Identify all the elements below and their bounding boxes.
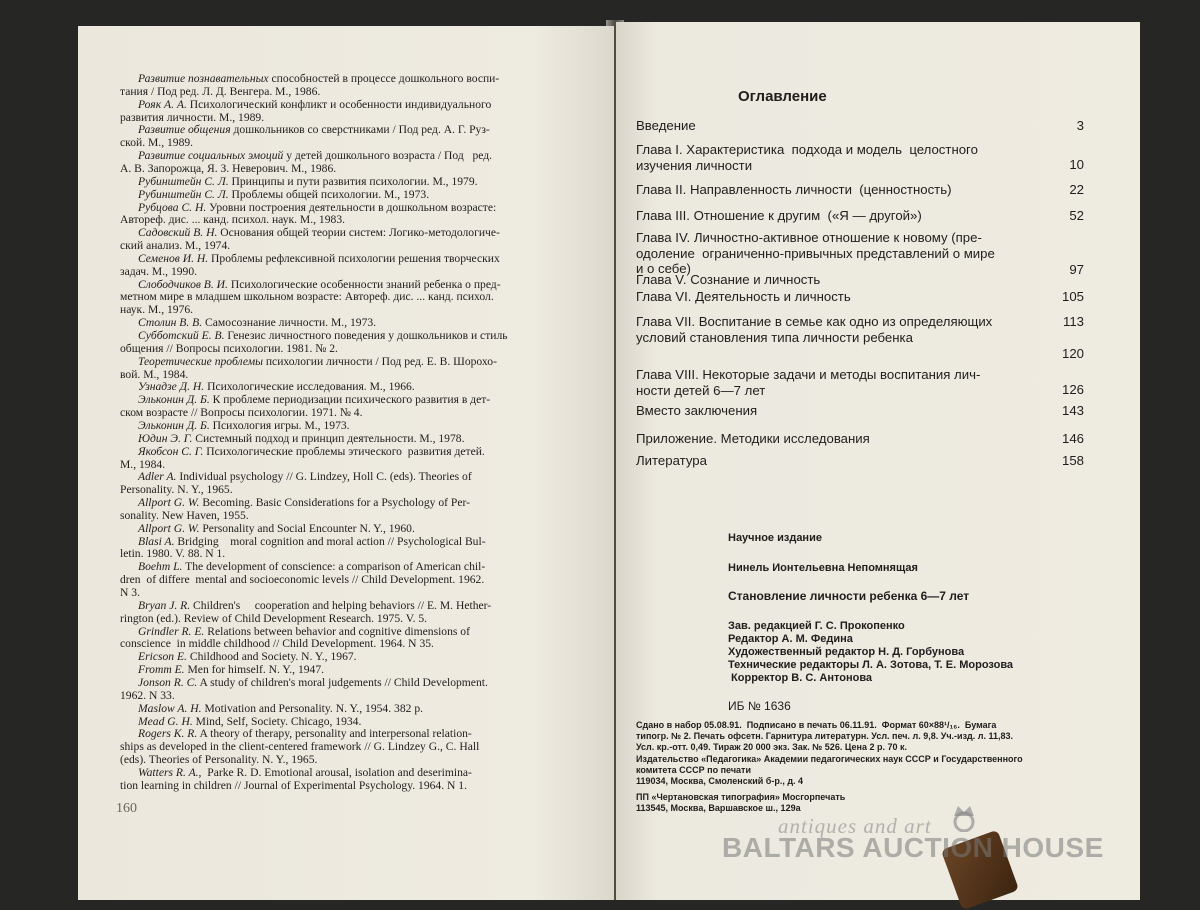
reference-line (120, 265, 197, 278)
reference-line (120, 753, 317, 766)
reference-text: Психологический конфликт и особенности индивидуального (186, 97, 492, 111)
reference-text: Children's cooperation and helping behaviors // E. M. Hether- (190, 598, 492, 612)
toc-entry: Введение (636, 118, 696, 133)
reference-line (120, 136, 193, 149)
print-details: Сдано в набор 05.08.91. Подписано в печать 06.11.91. Формат 60×88¹/₁₆. Бумага типогр. № 2. Печать офсетн. Гарнитура литературн. Усл. печ. л. 9,8. Уч.-изд. л. 11,83. Усл. кр.-отт. 0,49. Тираж 20 000 экз. Зак. № 526. Цена 2 р. 70 к. (636, 720, 1014, 752)
reference-line (120, 483, 233, 496)
reference-text: вой. М., 1984. (120, 367, 189, 381)
reference-text: развития личности. М., 1989. (120, 110, 265, 124)
reference-text: Проблемы рефлексивной психологии решения творческих (208, 251, 500, 265)
toc-entry: Литература (636, 453, 707, 468)
reference-author: Развитие познавательных (138, 72, 269, 85)
reference-line (120, 303, 193, 316)
reference-text: Психологические проблемы этического развития детей. (203, 444, 485, 458)
reference-text: ский анализ. М., 1974. (120, 239, 231, 253)
reference-text: психологии личности / Под ред. Е. В. Шорохо- (262, 354, 497, 368)
reference-line (138, 98, 491, 111)
toc-page-number: 143 (1061, 403, 1084, 418)
reference-line (120, 458, 165, 471)
reference-line (120, 406, 363, 419)
reference-line (138, 496, 470, 509)
reference-line (138, 316, 376, 329)
toc-page-number: 126 (1061, 382, 1084, 397)
reference-text: The development of conscience: a comparison of American chil- (182, 560, 486, 574)
toc-page-number: 158 (1061, 453, 1084, 468)
reference-text: способностей в процессе дошкольного воспи- (268, 72, 500, 85)
reference-line (120, 111, 264, 124)
reference-text: Генезис личностного поведения у дошкольников и стиль (224, 329, 508, 342)
reference-author: Boehm L. (138, 560, 183, 574)
reference-line (138, 149, 492, 162)
toc-entry: Глава VIII. Некоторые задачи и методы воспитания лич- ности детей 6—7 лет (636, 367, 981, 398)
toc-entry: Вместо заключения (636, 403, 758, 418)
right-page (616, 22, 1140, 900)
toc-entry: Глава II. Направленность личности (ценностность) (636, 182, 952, 197)
reference-text: 1962. N 33. (120, 688, 175, 702)
book-title: Становление личности ребенка 6—7 лет (728, 589, 970, 603)
reference-author: Садовский В. Н. (138, 226, 218, 240)
reference-author: Adler A. (138, 470, 177, 484)
toc-entry: Приложение. Методики исследования (636, 431, 870, 446)
reference-author: Fromm E. (138, 663, 185, 677)
reference-author: Субботский Е. В. (138, 329, 225, 342)
reference-text: метном мире в младшем школьном возрасте: Автореф. дис. ... канд. психол. (120, 290, 494, 304)
reference-text: A study of children's moral judgements // Child Development. (197, 675, 488, 689)
reference-text: Childhood and Society. N. Y., 1967. (186, 650, 357, 664)
reference-line (138, 355, 497, 368)
toc-title: Оглавление (738, 88, 827, 105)
reference-text: Men for himself. N. Y., 1947. (184, 663, 325, 677)
reference-line (120, 637, 434, 650)
editorial-staff: Зав. редакцией Г. С. Прокопенко Редактор А. М. Федина Художественный редактор Н. Д. Горбунова Технические редакторы Л. А. Зотова, Т. Е. Морозова Корректор В. С. Антонова (728, 620, 1014, 684)
reference-text: Системный подход и принцип деятельности. М., 1978. (192, 431, 465, 445)
reference-line (138, 226, 500, 239)
reference-text: Психология игры. М., 1973. (209, 418, 350, 432)
book-author: Нинель Ионтельевна Непомнящая (728, 562, 918, 574)
reference-line (120, 779, 467, 792)
reference-text: тания / Под ред. Л. Д. Венгера. М., 1986. (120, 84, 321, 98)
reference-line (138, 201, 496, 214)
reference-author: Ericson E. (138, 650, 187, 664)
reference-line (120, 342, 338, 355)
reference-author: Узнадзе Д. Н. (138, 380, 205, 394)
reference-text: задач. М., 1990. (120, 264, 198, 278)
reference-text: Психологические особенности знаний ребенка о пред- (227, 277, 501, 291)
toc-entry: Глава VII. Воспитание в семье как одно из определяющих условий становления типа личности ребенка (636, 314, 993, 345)
reference-author: Рубинштейн С. Л. (138, 174, 229, 188)
reference-line (120, 213, 345, 226)
reference-line (138, 599, 491, 612)
reference-line (138, 727, 472, 740)
ib-number: ИБ № 1636 (728, 699, 791, 713)
reference-line (138, 419, 350, 432)
left-page (78, 26, 614, 900)
reference-line (138, 560, 485, 573)
reference-author: Allport G. W. (138, 496, 200, 510)
reference-text: А. В. Запорожца, Я. З. Неверович. М., 1986. (120, 161, 337, 175)
reference-text: ском возрасте // Вопросы психологии. 1971. № 4. (120, 406, 363, 420)
reference-text: Основания общей теории систем: Логико-методологиче- (217, 226, 500, 240)
reference-line (138, 522, 415, 535)
page-number: 160 (116, 801, 137, 816)
reference-text: Bridging moral cognition and moral action // Psychological Bul- (174, 534, 486, 548)
reference-text: tion learning in children // Journal of Experimental Psychology. 1964. N 1. (120, 778, 467, 792)
reference-text: Becoming. Basic Considerations for a Psychology of Per- (199, 496, 470, 510)
toc-page-number: 120 (1061, 346, 1084, 361)
reference-text: Психологические исследования. М., 1966. (204, 380, 415, 394)
printer-info: ПП «Чертановская типография» Мосгорпечать 113545, Москва, Варшавское ш., 129а (636, 792, 846, 813)
toc-entry: Глава IV. Личностно-активное отношение к новому (пре- одоление ограниченно-привычных представлений о мире и о себе) (636, 230, 995, 276)
reference-line (138, 625, 470, 638)
reference-text: N 3. (120, 586, 140, 599)
publisher-info: Издательство «Педагогика» Академии педагогических наук СССР и Государственного комитета СССР по печати 119034, Москва, Смоленский б-р., д. 4 (636, 754, 1023, 786)
reference-text: М., 1984. (120, 457, 166, 471)
reference-line (138, 72, 499, 85)
reference-text: Personality. N. Y., 1965. (120, 483, 233, 497)
reference-author: Blasi A. (138, 534, 175, 548)
toc-page-number: 113 (1062, 314, 1084, 329)
crown-logo-icon (951, 802, 977, 832)
toc-entry: Глава I. Характеристика подхода и модель целостного изучения личности (636, 142, 978, 173)
reference-line (138, 663, 324, 676)
reference-author: Rogers K. R. (138, 727, 198, 741)
reference-line (138, 329, 508, 342)
reference-line (120, 573, 484, 586)
reference-author: Столин В. В. (138, 316, 203, 330)
reference-text: letin. 1980. V. 88. N 1. (120, 547, 226, 561)
reference-text: sonality. New Haven, 1955. (120, 508, 249, 522)
reference-text: наук. М., 1976. (120, 303, 194, 317)
reference-text: дошкольников со сверстниками / Под ред. А. Г. Руз- (230, 123, 490, 137)
reference-text: К проблеме периодизации психического развития в дет- (209, 393, 491, 407)
reference-text: Motivation and Personality. N. Y., 1954. 382 p. (201, 701, 424, 715)
edition-type: Научное издание (728, 532, 822, 544)
reference-line (120, 239, 230, 252)
reference-author: Теоретические проблемы (138, 354, 263, 368)
reference-text: Relations between behavior and cognitive dimensions of (204, 624, 470, 638)
reference-text: Mind, Self, Society. Chicago, 1934. (192, 714, 362, 728)
reference-author: Семенов И. Н. (138, 251, 209, 265)
reference-author: Рояк А. А. (138, 97, 187, 111)
reference-line (120, 290, 494, 303)
reference-line (138, 252, 500, 265)
toc-page-number: 3 (1076, 118, 1084, 133)
reference-line (120, 547, 225, 560)
reference-text: ships as developed in the client-centered framework // G. Lindzey G., C. Hall (120, 740, 480, 754)
reference-line (138, 676, 488, 689)
reference-author: Слободчиков В. И. (138, 277, 228, 291)
reference-text: ской. М., 1989. (120, 136, 194, 150)
reference-line (138, 278, 501, 291)
reference-text: Parke R. D. Emotional arousal, isolation and deserimina- (201, 765, 472, 779)
toc-page-number: 97 (1069, 262, 1084, 277)
reference-text: (eds). Theories of Personality. N. Y., 1965. (120, 753, 318, 767)
reference-text: Проблемы общей психологии. М., 1973. (228, 187, 430, 201)
reference-author: Bryan J. R. (138, 598, 191, 612)
reference-author: Jonson R. C. (138, 675, 198, 689)
reference-line (138, 123, 490, 136)
reference-text: Автореф. дис. ... канд. психол. наук. М., 1983. (120, 213, 346, 227)
reference-author: Рубцова С. Н. (138, 200, 207, 214)
reference-text: conscience in middle childhood // Child Development. 1964. N 35. (120, 637, 434, 651)
reference-line (138, 535, 486, 548)
reference-text: Самосознание личности. М., 1973. (202, 316, 377, 330)
reference-text: Personality and Social Encounter N. Y., 1960. (199, 521, 415, 535)
reference-text: Принципы и пути развития психологии. М., 1979. (228, 174, 478, 188)
reference-author: Эльконин Д. Б. (138, 393, 210, 407)
reference-line (138, 188, 429, 201)
reference-line (138, 715, 361, 728)
reference-author: Watters R. A., (138, 765, 202, 779)
reference-author: Развитие общения (138, 123, 231, 137)
toc-page-number: 22 (1069, 182, 1084, 197)
watermark-brand: BALTARS AUCTION HOUSE (722, 832, 1104, 863)
reference-author: Эльконин Д. Б. (138, 418, 210, 432)
reference-author: Grindler R. E. (138, 624, 205, 638)
reference-line (138, 702, 423, 715)
toc-page-number: 10 (1069, 157, 1084, 172)
reference-line (120, 85, 320, 98)
reference-line (138, 650, 357, 663)
reference-line (138, 470, 472, 483)
reference-line (138, 393, 490, 406)
toc-entry: Глава III. Отношение к другим («Я — другой») (636, 208, 922, 223)
reference-author: Рубинштейн С. Л. (138, 187, 229, 201)
reference-line (120, 586, 140, 599)
reference-text: у детей дошкольного возраста / Под ред. (283, 149, 493, 163)
reference-author: Mead G. H. (138, 714, 193, 728)
toc-entry: Глава V. Сознание и личность (636, 272, 821, 287)
reference-text: Уровни построения деятельности в дошкольном возрасте: (206, 200, 497, 214)
reference-author: Allport G. W. (138, 521, 200, 535)
reference-author: Якобсон С. Г. (138, 444, 204, 458)
reference-line (138, 380, 415, 393)
toc-page-number: 105 (1061, 289, 1084, 304)
toc-page-number: 146 (1061, 431, 1084, 446)
reference-line (120, 612, 427, 625)
reference-text: dren of differe mental and socioeconomic levels // Child Development. 1962. (120, 573, 485, 587)
reference-text: rington (ed.). Review of Child Development Research. 1975. V. 5. (120, 611, 428, 625)
reference-author: Maslow A. H. (138, 701, 202, 715)
reference-line (120, 689, 175, 702)
reference-author: Развитие социальных эмоций (138, 149, 284, 163)
reference-line (138, 432, 464, 445)
reference-text: Individual psychology // G. Lindzey, Holl C. (eds). Theories of (176, 470, 472, 484)
reference-line (120, 162, 336, 175)
reference-line (138, 175, 478, 188)
toc-page-number: 52 (1069, 208, 1084, 223)
toc-entry: Глава VI. Деятельность и личность (636, 289, 851, 304)
reference-text: A theory of therapy, personality and interpersonal relation- (197, 727, 472, 741)
watermark-tagline: antiques and art (778, 814, 932, 838)
reference-line (120, 509, 249, 522)
reference-line (120, 740, 479, 753)
reference-line (138, 445, 485, 458)
reference-line (120, 368, 188, 381)
reference-text: общения // Вопросы психологии. 1981. № 2. (120, 341, 338, 355)
reference-author: Юдин Э. Г. (138, 431, 193, 445)
reference-line (138, 766, 472, 779)
